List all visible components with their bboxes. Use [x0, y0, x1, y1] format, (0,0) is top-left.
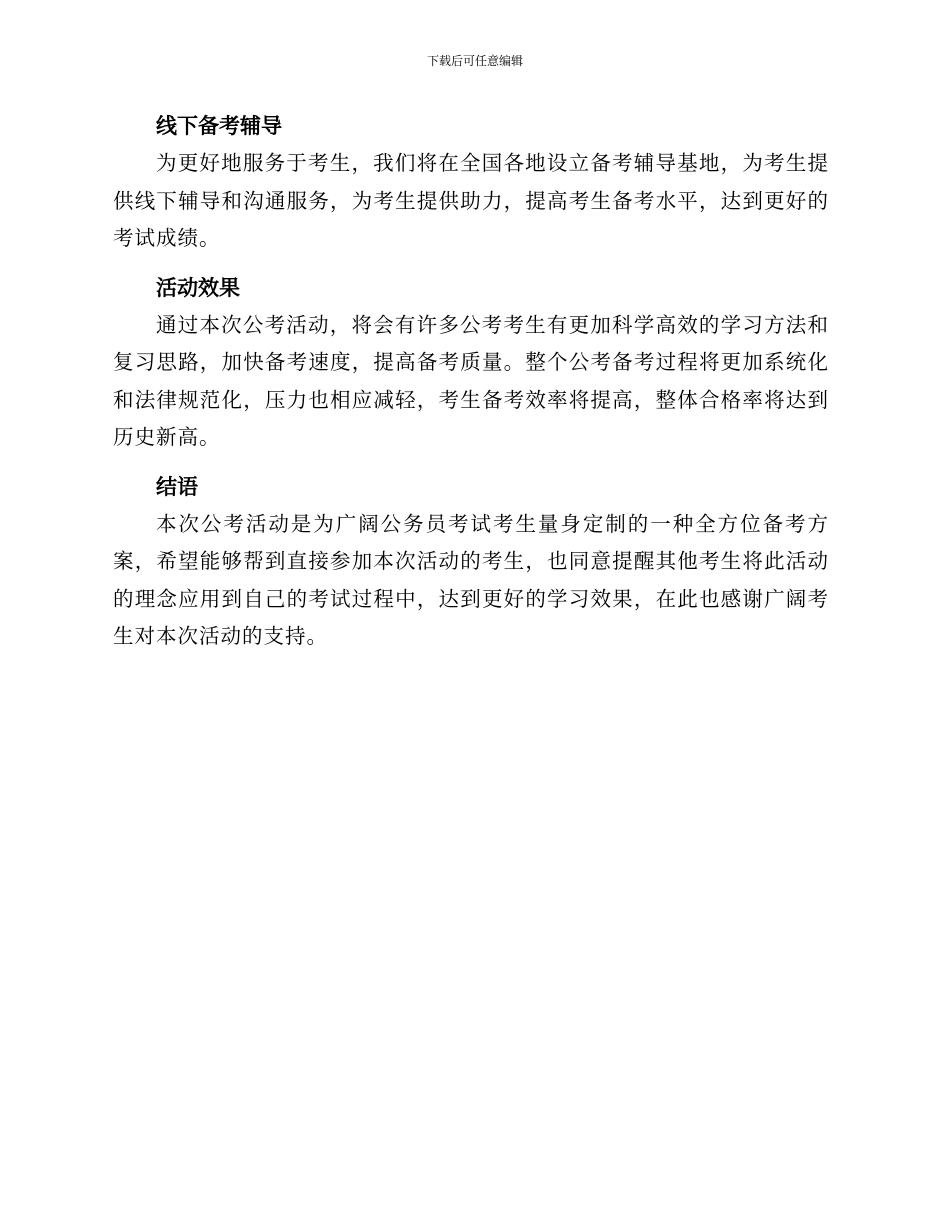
- section-activity-effect: [113, 270, 829, 457]
- section-paragraph: 通过本次公考活动，将会有许多公考考生有更加科学高效的学习方法和复习思路，加快备考速度，提高备考质量。整个公考备考过程将更加系统化和法律规范化，压力也相应减轻，考生备考效率将提高，整体合格率将达到历史新高。: [113, 312, 829, 449]
- section-heading: 线下备考辅导: [156, 114, 282, 138]
- page-header: 下载后可任意编辑: [426, 54, 523, 68]
- section-conclusion: [113, 469, 829, 656]
- section-heading: 活动效果: [156, 275, 240, 300]
- section-offline-tutoring: [113, 108, 829, 258]
- section-paragraph: 本次公考活动是为广阔公务员考试考生量身定制的一种全方位备考方案，希望能够帮到直接参加本次活动的考生，也同意提醒其他考生将此活动的理念应用到自己的考试过程中，达到更好的学习效果，在此也感谢广阔考生对本次活动的支持。: [113, 511, 829, 648]
- document-body: [113, 108, 829, 668]
- section-heading: 结语: [156, 474, 198, 499]
- section-paragraph: 为更好地服务于考生，我们将在全国各地设立备考辅导基地，为考生提供线下辅导和沟通服务，为考生提供助力，提高考生备考水平，达到更好的考试成绩。: [113, 151, 829, 250]
